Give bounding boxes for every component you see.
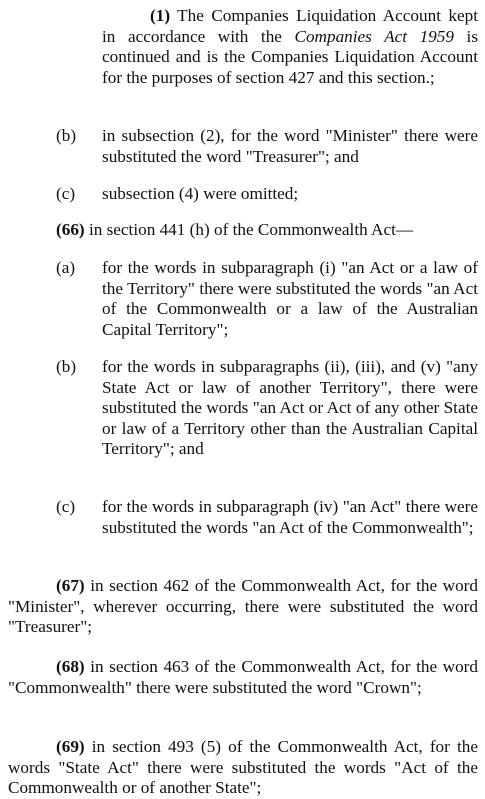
item-a-text: for the words in subparagraph (i) "an Act or a law of the Territory" there were substituted the words "an Act of the Commonwealth or a law of the Australian Capital Territory"; [102,258,478,339]
item-label-a: (a) [56,258,76,277]
paragraph-66 [8,220,478,241]
subsection-1-paragraph [102,6,478,88]
item-label-b: (b) [56,357,77,376]
paragraph-text: in section 463 of the Commonwealth Act, for the word "Commonwealth" there were substituted the word "Crown"; [8,657,478,697]
item-c-text: for the words in subparagraph (iv) "an Act" there were substituted the words "an Act of the Commonwealth"; [102,497,478,537]
subsection-number: (1) [150,6,171,25]
paragraph-68 [8,657,478,698]
paragraph-text-continued: is continued and is the Companies Liquidation Account for the purposes of section 427 and this section.; [102,26,479,87]
item-c-text: subsection (4) were omitted; [102,184,299,203]
paragraph-69 [8,737,478,799]
item-b-text: for the words in subparagraphs (ii), (iii), and (v) "any State Act or law of another Territory", there were substituted the words "an Act or Act of any other State or law of a Territory other than the Australian Capital Territory"; and [102,357,478,458]
item-b-text: in subsection (2), for the word "Minister" there were substituted the word "Treasurer"; and [102,126,478,166]
paragraph-text: in section 441 (h) of the Commonwealth Act— [84,220,414,239]
paragraph-number: (66) [56,220,85,239]
paragraph-number: (68) [56,657,85,676]
act-title: Companies Act 1959 [294,26,454,46]
item-label-b: (b) [56,126,77,145]
paragraph-text: in section 493 (5) of the Commonwealth Act, for the words "State Act" there were substituted the words "Act of the Commonwealth or of another State"; [8,737,478,797]
paragraph-text: The Companies Liquidation Account kept in accordance with the [102,6,478,46]
paragraph-text: in section 462 of the Commonwealth Act, for the word "Minister", wherever occurring, there were substituted the word "Treasurer"; [8,576,478,636]
paragraph-number: (69) [56,737,85,756]
item-label-c: (c) [56,497,76,516]
paragraph-number: (67) [56,576,85,595]
paragraph-67 [8,576,478,638]
item-label-c: (c) [56,184,76,203]
